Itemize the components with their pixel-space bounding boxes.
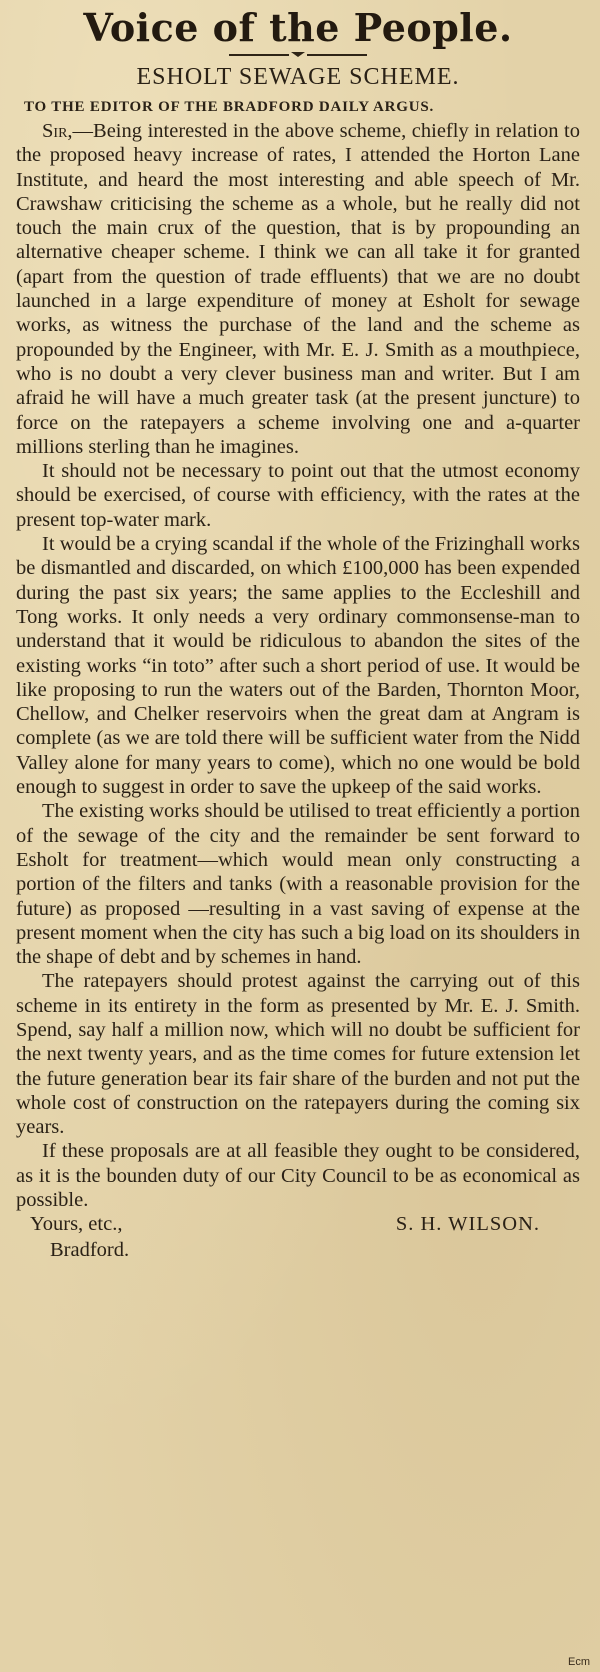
author-location: Bradford.: [50, 1239, 130, 1262]
rule-ornament-icon: [291, 52, 305, 57]
corner-mark: Ecm: [568, 1656, 590, 1668]
letter-body: [16, 119, 580, 1212]
closing-line: Yours, etc.,: [30, 1213, 123, 1236]
letter-paragraph: It would be a crying scandal if the whole of the Frizinghall works be dismantled and discarded, on which £100,000 has been expended during the past six years; the same applies to the Eccleshill and Tong works. It only needs a very ordinary commonsense-man to understand that it would be ridiculous to abandon the sites of the existing works “in toto” after such a short period of use. It would be like proposing to run the waters out of the Barden, Thornton Moor, Chellow, and Chelker reservoirs when the great dam at Angram is complete (as we are told there will be sufficient water from the Nidd Valley alone for many years to come), which no one would be bold enough to suggest in order to save the upkeep of the said works.: [16, 533, 580, 799]
letter-paragraph: [16, 119, 580, 459]
paragraph-text: —Being interested in the above scheme, chiefly in relation to the proposed heavy increase of rates, I attended the Horton Lane Institute, and heard the most interesting and able speech of Mr. Crawshaw criticising the scheme as a whole, but he really did not touch the main crux of the question, that is by propounding an alternative cheaper scheme. I think we can all take it for granted (apart from the question of trade effluents) that we are no doubt launched in a large expenditure of money at Esholt for sewage works, as witness the purchase of the land and the scheme as propounded by the Engineer, with Mr. E. J. Smith as a mouthpiece, who is no doubt a very clever business man and writer. But I am afraid he will have a much greater task (at the present juncture) to force on the ratepayers a scheme involving one and a-quarter millions sterling than he imagines.: [16, 120, 580, 458]
ornamental-rule: [16, 52, 580, 57]
letter-paragraph: It should not be necessary to point out that the utmost economy should be exercised, of course with efficiency, with the rates at the present top-water mark.: [16, 460, 580, 531]
sign-off: [16, 1212, 580, 1238]
letter-headline: ESHOLT SEWAGE SCHEME.: [136, 64, 460, 90]
letter-paragraph: If these proposals are at all feasible they ought to be considered, as it is the bounden duty of our City Council to be as economical as possible.: [16, 1140, 580, 1212]
rule-line-right: [307, 54, 367, 56]
column-masthead: Voice of the People.: [83, 5, 513, 50]
letter-paragraph: The ratepayers should protest against the carrying out of this scheme in its entirety in the form as presented by Mr. E. J. Smith. Spend, say half a million now, which will no doubt be sufficient for the next twenty years, and as the time comes for future extension let the future generation bear its fair share of the burden and not put the whole cost of construction on the ratepayers during the coming six years.: [16, 970, 580, 1139]
editor-address: TO THE EDITOR OF THE BRADFORD DAILY ARGUS.: [24, 99, 435, 115]
salutation: Sir,: [42, 120, 73, 142]
author-signature: S. H. WILSON.: [395, 1213, 540, 1236]
rule-line-left: [229, 54, 289, 56]
letter-paragraph: The existing works should be utilised to treat efficiently a portion of the sewage of the city and the remainder be sent forward to Esholt for treatment—which would mean only constructing a portion of the filters and tanks (with a reasonable provision for the future) as proposed —resulting in a vast saving of expense at the present moment when the city has such a big load on its shoulders in the shape of debt and by schemes in hand.: [16, 800, 580, 969]
